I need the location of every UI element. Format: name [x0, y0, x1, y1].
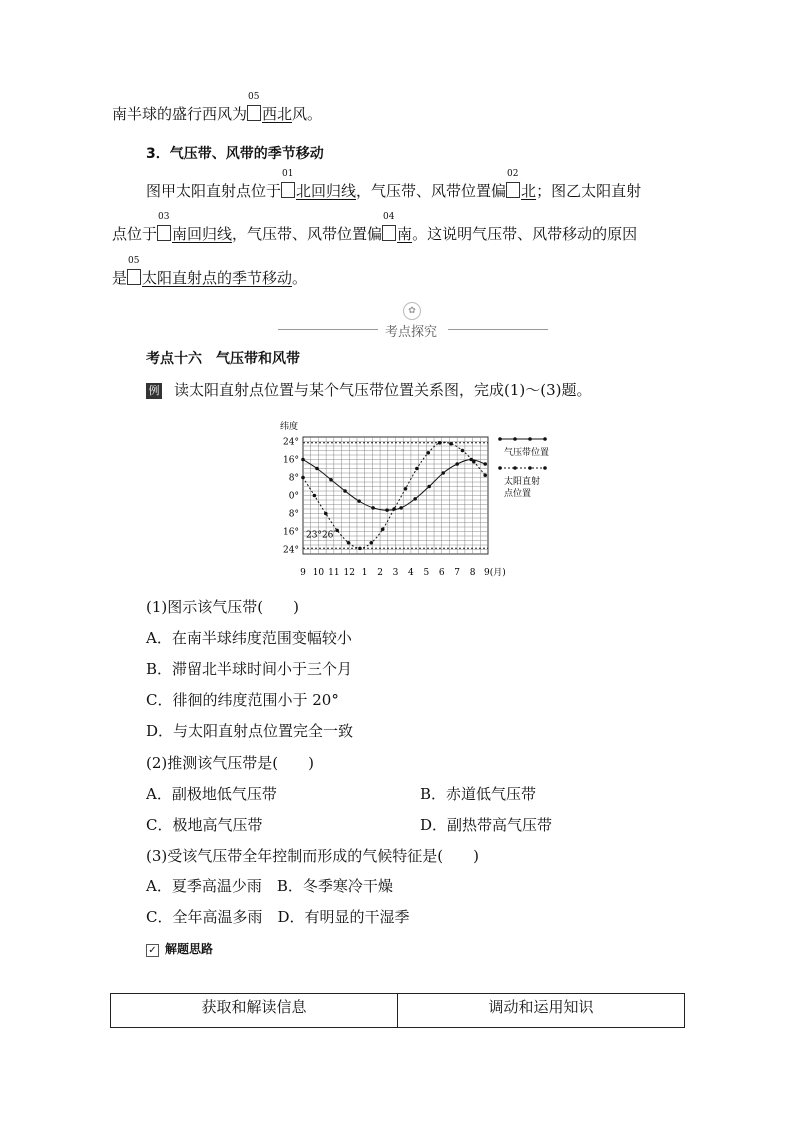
solar-point-point — [404, 487, 408, 491]
solar-point-point — [313, 494, 317, 498]
intro-paragraph-line-2: 点位于 03 南回归线，气压带、风带位置偏 04 南。这说明气压带、风带移动的原因 — [112, 212, 638, 243]
tropic-annotation: 23°26′ — [306, 530, 336, 541]
intro-paragraph-line-1: 图甲太阳直射点位于 01 北回归线，气压带、风带位置偏 02 北；图乙太阳直射 — [146, 169, 642, 200]
y-tick-label: 16° — [283, 527, 299, 538]
section-divider — [278, 306, 548, 352]
answer-box: 02 — [506, 182, 520, 198]
x-tick-label: 2 — [377, 568, 383, 578]
divider-rule-right — [448, 329, 548, 330]
pressure-belt-point — [455, 462, 459, 466]
pressure-belt-line — [303, 460, 485, 511]
table-row — [111, 994, 685, 1028]
y-tick-label: 8° — [288, 509, 299, 520]
solar-point-point — [415, 467, 419, 471]
x-tick-label: 8 — [469, 568, 476, 578]
legend-marker — [543, 466, 547, 470]
pressure-belt-point — [441, 471, 445, 475]
legend-label-solar-1: 太阳直射 — [504, 477, 541, 487]
answer-text: 太阳直射点的季节移动 — [142, 269, 293, 287]
x-tick-label: 10 — [312, 568, 325, 578]
solar-point-point — [392, 507, 396, 511]
divider-label: 考点探究 — [385, 325, 438, 340]
answer-text: 北回归线 — [296, 182, 357, 200]
solar-point-point — [472, 460, 476, 464]
table-header-cell: 调动和运用知识 — [398, 994, 685, 1028]
pressure-belt-point — [385, 508, 389, 512]
pressure-belt-point — [343, 489, 347, 493]
legend-label-pressure: 气压带位置 — [504, 448, 550, 458]
check-icon: ✓ — [146, 944, 159, 957]
solar-point-point — [301, 476, 305, 480]
x-tick-label: 11 — [328, 568, 340, 578]
x-tick-label: 4 — [408, 568, 414, 578]
x-tick-label: 12 — [343, 568, 355, 578]
q2-option-a: A．副极地低气压带 — [146, 785, 277, 803]
analysis-table — [110, 993, 685, 1028]
answer-box: 05 — [127, 269, 141, 285]
q3-options-ab: A．夏季高温少雨 B．冬季寒冷干燥 — [146, 877, 393, 895]
x-tick-label: 9 — [300, 568, 306, 578]
hint-heading: ✓ 解题思路 — [146, 939, 213, 959]
topic-title: 考点十六 气压带和风带 — [146, 351, 300, 367]
x-tick-label: 3 — [392, 568, 399, 578]
example-badge: 例 — [146, 383, 162, 399]
y-tick-label: 16° — [283, 455, 299, 466]
y-axis-label: 纬度 — [280, 422, 299, 432]
intro-line-1: 南半球的盛行西风为 05 西北风。 — [112, 92, 323, 123]
x-tick-label: 6 — [438, 568, 445, 578]
pressure-belt-point — [399, 506, 403, 510]
solar-point-point — [370, 541, 374, 545]
q1-option-b: B．滞留北半球时间小于三个月 — [146, 660, 353, 678]
solar-point-point — [449, 442, 453, 446]
q2-option-b: B．赤道低气压带 — [420, 785, 537, 803]
legend-marker — [513, 466, 517, 470]
pressure-belt-point — [329, 478, 333, 482]
section-heading: 3．气压带、风带的季节移动 — [146, 146, 324, 162]
legend-marker — [528, 437, 532, 441]
answer-box: 03 — [157, 225, 171, 241]
legend-label-solar-2: 点位置 — [504, 489, 532, 499]
q3-options-cd: C．全年高温多雨 D．有明显的干湿季 — [146, 908, 410, 926]
divider-rule-left — [278, 329, 378, 330]
x-tick-label: 1 — [361, 568, 368, 578]
example-intro: 例 读太阳直射点位置与某个气压带位置关系图，完成(1)～(3)题。 — [146, 380, 592, 400]
question-3: (3)受该气压带全年控制而形成的气候特征是( ) — [146, 847, 479, 865]
answer-text: 南 — [397, 225, 413, 243]
q2-option-c: C．极地高气压带 — [146, 816, 263, 834]
answer-text: 南回归线 — [172, 225, 233, 243]
x-tick-label: 5 — [423, 568, 430, 578]
pressure-belt-point — [483, 462, 487, 466]
solar-point-point — [381, 527, 385, 531]
pressure-belt-point — [413, 497, 417, 501]
solar-point-point — [461, 449, 465, 453]
legend-marker — [498, 466, 502, 470]
solar-point-point — [483, 473, 487, 477]
intro-paragraph-line-3: 是 05 太阳直射点的季节移动。 — [112, 256, 308, 287]
q2-option-d: D．副热带高气压带 — [420, 816, 553, 834]
solar-point-point — [324, 512, 328, 516]
answer-text: 西北 — [262, 105, 293, 123]
pressure-belt-point — [427, 485, 431, 489]
pressure-belt-point — [301, 458, 305, 462]
legend-marker — [543, 437, 547, 441]
pressure-belt-point — [315, 467, 319, 471]
q1-option-a: A．在南半球纬度范围变幅较小 — [146, 629, 352, 647]
legend-marker — [498, 437, 502, 441]
answer-box: 04 — [382, 225, 396, 241]
solar-point-point — [335, 529, 339, 533]
question-1: (1)图示该气压带( ) — [146, 598, 299, 616]
solar-point-point — [426, 451, 430, 455]
solar-point-point — [438, 441, 442, 445]
y-tick-label: 24° — [283, 545, 299, 556]
solar-point-point — [347, 541, 351, 545]
table-header-cell: 获取和解读信息 — [111, 994, 398, 1028]
solar-point-point — [358, 547, 362, 551]
pressure-belt-point — [357, 499, 361, 503]
y-tick-label: 8° — [288, 473, 299, 484]
answer-box: 01 — [281, 182, 295, 198]
leaf-icon: ✿ — [403, 302, 421, 320]
latitude-chart — [270, 415, 570, 585]
answer-box: 05 — [247, 105, 261, 121]
x-tick-label: 9(月) — [484, 568, 506, 578]
legend-marker — [513, 437, 517, 441]
legend-marker — [528, 466, 532, 470]
y-tick-label: 0° — [288, 491, 299, 502]
q1-option-d: D．与太阳直射点位置完全一致 — [146, 722, 354, 740]
y-tick-label: 24° — [283, 437, 299, 448]
pressure-belt-point — [371, 506, 375, 510]
q1-option-c: C．徘徊的纬度范围小于 20° — [146, 691, 339, 709]
question-2: (2)推测该气压带是( ) — [146, 754, 314, 772]
answer-text: 北 — [521, 182, 537, 200]
x-tick-label: 7 — [454, 568, 461, 578]
